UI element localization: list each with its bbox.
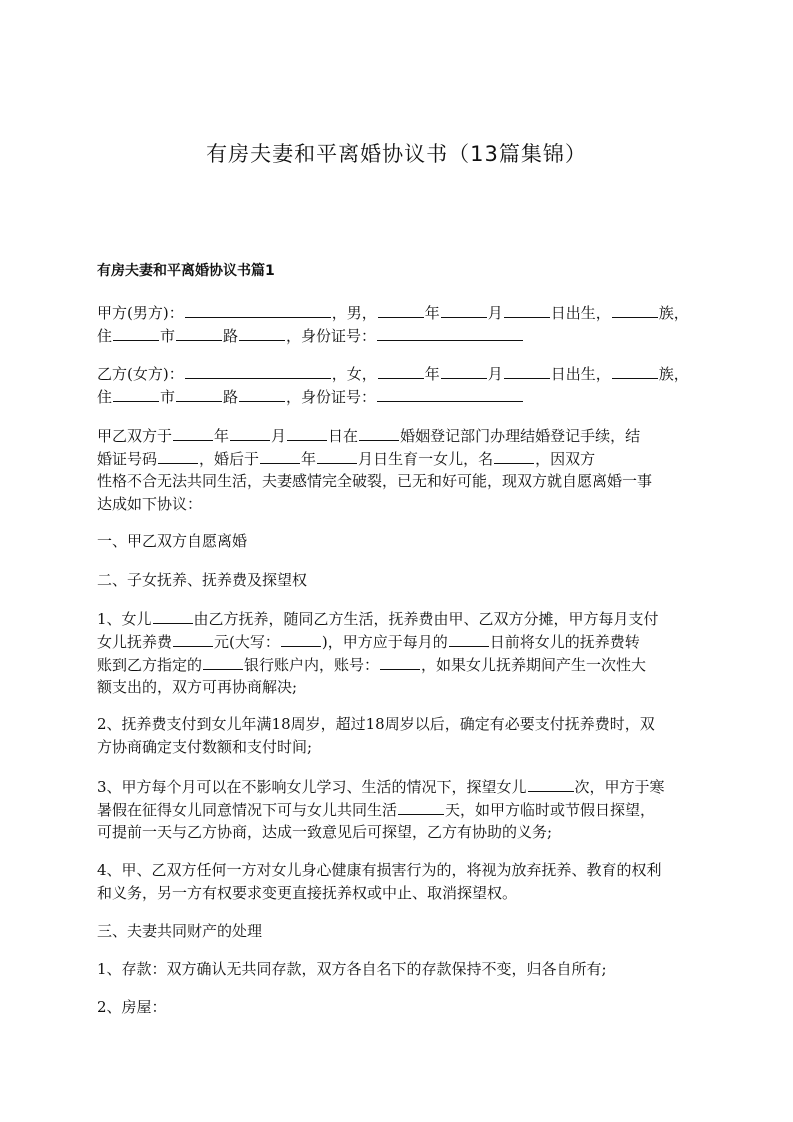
certificate-blank[interactable]	[158, 447, 198, 464]
text: 日前将女儿的抚养费转	[489, 633, 640, 651]
intro-line-1	[97, 424, 697, 446]
text: 账到乙方指定的	[97, 656, 203, 674]
p2-line-2: 方协商确定支付数额和支付时间;	[97, 738, 313, 756]
address-blank[interactable]	[239, 324, 285, 341]
text: ，因双方	[535, 450, 596, 468]
p4-line-2: 和义务，另一方有权要求变更直接抚养权或中止、取消探望权。	[97, 884, 518, 902]
text: 年	[214, 427, 230, 445]
city-blank[interactable]	[113, 324, 159, 341]
amount-words-blank[interactable]	[281, 630, 321, 647]
p1-line-1	[97, 607, 697, 629]
id-number-blank[interactable]	[377, 324, 523, 341]
place-blank[interactable]	[359, 424, 399, 441]
bank-blank[interactable]	[203, 653, 243, 670]
party-a-line-2	[97, 324, 697, 346]
text: 银行账户内，账号：	[244, 656, 380, 674]
visits-blank[interactable]	[528, 775, 574, 792]
text: 女儿抚养费	[97, 633, 173, 651]
city-blank[interactable]	[113, 385, 159, 402]
text: 由乙方抚养，随同乙方生活，抚养费由甲、乙双方分摊，甲方每月支付	[193, 610, 659, 628]
section-heading: 有房夫妻和平离婚协议书篇1	[97, 263, 275, 279]
text: ，女，	[331, 365, 377, 383]
party-b-line-1	[97, 362, 697, 384]
road-blank[interactable]	[176, 385, 222, 402]
intro-line-4: 达成如下协议：	[97, 495, 203, 513]
text: 日生育一女儿，名	[373, 450, 494, 468]
day-blank[interactable]	[504, 362, 550, 379]
p3-line-1	[97, 775, 697, 797]
p1-line-3	[97, 653, 697, 675]
text: 年	[424, 304, 440, 322]
text: 住	[97, 327, 113, 345]
pay-day-blank[interactable]	[449, 630, 489, 647]
text: 日出生，	[550, 365, 611, 383]
text: 1、女儿	[97, 610, 152, 628]
id-number-blank[interactable]	[377, 385, 523, 402]
text: 次，甲方于寒	[574, 778, 665, 796]
text: 元(大写：	[214, 633, 280, 651]
clause-3-heading: 三、夫妻共同财产的处理	[97, 922, 263, 940]
text: 甲方(男方)：	[97, 304, 184, 322]
name-blank[interactable]	[185, 301, 331, 318]
month-blank[interactable]	[317, 447, 357, 464]
p1-line-2	[97, 630, 697, 652]
days-blank[interactable]	[398, 798, 444, 815]
intro-line-2	[97, 447, 697, 469]
ethnicity-blank[interactable]	[612, 362, 658, 379]
text: 暑假在征得女儿同意情况下可与女儿共同生活	[97, 801, 398, 819]
text: 路	[223, 327, 239, 345]
text: 路	[223, 388, 239, 406]
text: 住	[97, 388, 113, 406]
text: 月	[358, 450, 374, 468]
text: 月	[271, 427, 287, 445]
text: 天，如甲方临时或节假日探望，	[445, 801, 656, 819]
text: 族，	[658, 304, 689, 322]
year-blank[interactable]	[378, 362, 424, 379]
road-blank[interactable]	[176, 324, 222, 341]
text: 月	[487, 365, 503, 383]
text: 月	[487, 304, 503, 322]
p3-line-2	[97, 798, 697, 820]
daughter-name-blank[interactable]	[494, 447, 534, 464]
party-b-line-2	[97, 385, 697, 407]
document-title: 有房夫妻和平离婚协议书（13篇集锦）	[206, 142, 587, 166]
text: 日在	[328, 427, 359, 445]
day-blank[interactable]	[504, 301, 550, 318]
text: )，甲方应于每月的	[321, 633, 448, 651]
month-blank[interactable]	[441, 301, 487, 318]
month-blank[interactable]	[230, 424, 270, 441]
p4-line-1: 4、甲、乙双方任何一方对女儿身心健康有损害行为的，将视为放弃抚养、教育的权利	[97, 861, 662, 879]
text: 市	[160, 327, 176, 345]
ethnicity-blank[interactable]	[612, 301, 658, 318]
account-blank[interactable]	[380, 653, 420, 670]
text: 甲乙双方于	[97, 427, 173, 445]
year-blank[interactable]	[173, 424, 213, 441]
year-blank[interactable]	[378, 301, 424, 318]
text: 市	[160, 388, 176, 406]
day-blank[interactable]	[287, 424, 327, 441]
p2-line-1: 2、抚养费支付到女儿年满18周岁，超过18周岁以后，确定有必要支付抚养费时，双	[97, 715, 655, 733]
year-blank[interactable]	[260, 447, 300, 464]
text: 3、甲方每个月可以在不影响女儿学习、生活的情况下，探望女儿	[97, 778, 527, 796]
clause-1-heading: 一、甲乙双方自愿离婚	[97, 532, 248, 550]
text: 年	[424, 365, 440, 383]
intro-line-3: 性格不合无法共同生活，夫妻感情完全破裂，已无和好可能，现双方就自愿离婚一事	[97, 472, 653, 490]
address-blank[interactable]	[239, 385, 285, 402]
clause-2-heading: 二、子女抚养、抚养费及探望权	[97, 571, 308, 589]
text: ，如果女儿抚养期间产生一次性大	[421, 656, 647, 674]
amount-blank[interactable]	[173, 630, 213, 647]
text: 婚证号码	[97, 450, 158, 468]
text: 日出生，	[550, 304, 611, 322]
party-a-line-1	[97, 301, 697, 323]
text: ，男，	[331, 304, 377, 322]
text: ，婚后于	[199, 450, 260, 468]
text: 族，	[658, 365, 689, 383]
text: 乙方(女方)：	[97, 365, 184, 383]
p5-line: 1、存款：双方确认无共同存款，双方各自名下的存款保持不变，归各自所有;	[97, 960, 607, 978]
text: ，身份证号：	[286, 388, 377, 406]
text: ，身份证号：	[286, 327, 377, 345]
p1-line-4: 额支出的，双方可再协商解决;	[97, 678, 298, 696]
p6-line: 2、房屋：	[97, 998, 167, 1016]
p3-line-3: 可提前一天与乙方协商，达成一致意见后可探望，乙方有协助的义务;	[97, 823, 553, 841]
text: 婚姻登记部门办理结婚登记手续，结	[400, 427, 641, 445]
text: 年	[301, 450, 317, 468]
daughter-blank[interactable]	[153, 607, 193, 624]
name-blank[interactable]	[185, 362, 331, 379]
month-blank[interactable]	[441, 362, 487, 379]
